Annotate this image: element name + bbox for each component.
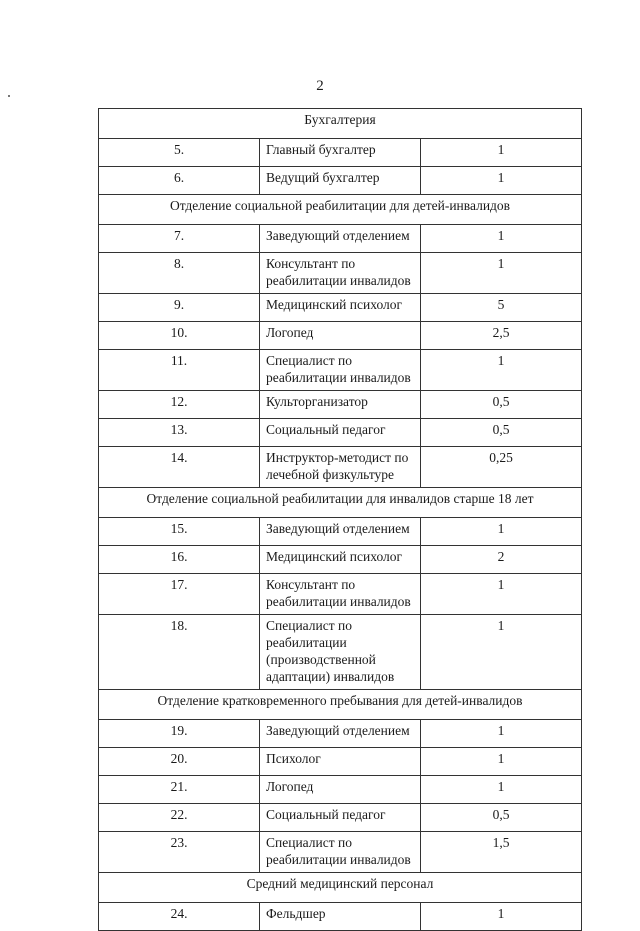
position-name: Специалист по реабилитации инвалидов: [260, 832, 421, 873]
staff-units: 1: [421, 903, 582, 931]
position-name: Заведующий отделением: [260, 225, 421, 253]
staff-units: 0,5: [421, 419, 582, 447]
row-number: 9.: [99, 294, 260, 322]
table-row: [99, 322, 582, 350]
staff-units: 1: [421, 720, 582, 748]
table-row: [99, 350, 582, 391]
staff-units: 2: [421, 546, 582, 574]
table-row: [99, 294, 582, 322]
scan-speck: [8, 95, 10, 97]
staff-units: 1: [421, 776, 582, 804]
table-row: [99, 574, 582, 615]
position-name: Социальный педагог: [260, 419, 421, 447]
row-number: 8.: [99, 253, 260, 294]
table-row: [99, 253, 582, 294]
position-name: Логопед: [260, 322, 421, 350]
section-title: Бухгалтерия: [99, 109, 582, 139]
section-title: Отделение социальной реабилитации для детей-инвалидов: [99, 195, 582, 225]
staff-units: 1: [421, 167, 582, 195]
table-row: [99, 225, 582, 253]
section-header-row: [99, 109, 582, 139]
section-title: Отделение кратковременного пребывания для детей-инвалидов: [99, 690, 582, 720]
staff-units: 1: [421, 615, 582, 690]
table-row: [99, 447, 582, 488]
staff-units: 0,5: [421, 391, 582, 419]
staff-units: 1: [421, 225, 582, 253]
position-name: Инструктор-методист по лечебной физкультуре: [260, 447, 421, 488]
position-name: Консультант по реабилитации инвалидов: [260, 253, 421, 294]
row-number: 5.: [99, 139, 260, 167]
position-name: Заведующий отделением: [260, 518, 421, 546]
table-row: [99, 615, 582, 690]
row-number: 13.: [99, 419, 260, 447]
row-number: 16.: [99, 546, 260, 574]
section-title: Средний медицинский персонал: [99, 873, 582, 903]
position-name: Медицинский психолог: [260, 546, 421, 574]
staff-units: 1: [421, 518, 582, 546]
position-name: Заведующий отделением: [260, 720, 421, 748]
section-header-row: [99, 873, 582, 903]
staff-units: 0,5: [421, 804, 582, 832]
row-number: 10.: [99, 322, 260, 350]
section-header-row: [99, 488, 582, 518]
staff-units: 1: [421, 748, 582, 776]
section-header-row: [99, 690, 582, 720]
position-name: Ведущий бухгалтер: [260, 167, 421, 195]
section-header-row: [99, 195, 582, 225]
staff-units: 1,5: [421, 832, 582, 873]
table-row: [99, 167, 582, 195]
table-row: [99, 391, 582, 419]
row-number: 22.: [99, 804, 260, 832]
position-name: Логопед: [260, 776, 421, 804]
row-number: 18.: [99, 615, 260, 690]
staff-table-body: [99, 109, 582, 931]
row-number: 21.: [99, 776, 260, 804]
table-row: [99, 419, 582, 447]
staff-units: 1: [421, 253, 582, 294]
position-name: Специалист по реабилитации (производственной адаптации) инвалидов: [260, 615, 421, 690]
row-number: 14.: [99, 447, 260, 488]
position-name: Специалист по реабилитации инвалидов: [260, 350, 421, 391]
section-title: Отделение социальной реабилитации для инвалидов старше 18 лет: [99, 488, 582, 518]
staff-units: 0,25: [421, 447, 582, 488]
table-row: [99, 546, 582, 574]
position-name: Медицинский психолог: [260, 294, 421, 322]
position-name: Культорганизатор: [260, 391, 421, 419]
row-number: 17.: [99, 574, 260, 615]
staff-units: 5: [421, 294, 582, 322]
table-row: [99, 720, 582, 748]
table-row: [99, 748, 582, 776]
table-row: [99, 832, 582, 873]
table-row: [99, 518, 582, 546]
row-number: 15.: [99, 518, 260, 546]
table-row: [99, 139, 582, 167]
staff-units: 1: [421, 350, 582, 391]
position-name: Главный бухгалтер: [260, 139, 421, 167]
position-name: Фельдшер: [260, 903, 421, 931]
row-number: 11.: [99, 350, 260, 391]
page-number: 2: [316, 78, 324, 94]
position-name: Психолог: [260, 748, 421, 776]
staff-units: 2,5: [421, 322, 582, 350]
staff-units: 1: [421, 139, 582, 167]
row-number: 24.: [99, 903, 260, 931]
position-name: Консультант по реабилитации инвалидов: [260, 574, 421, 615]
row-number: 6.: [99, 167, 260, 195]
position-name: Социальный педагог: [260, 804, 421, 832]
table-row: [99, 804, 582, 832]
row-number: 12.: [99, 391, 260, 419]
row-number: 19.: [99, 720, 260, 748]
staff-table: [98, 108, 582, 931]
staff-units: 1: [421, 574, 582, 615]
table-row: [99, 776, 582, 804]
row-number: 7.: [99, 225, 260, 253]
row-number: 23.: [99, 832, 260, 873]
row-number: 20.: [99, 748, 260, 776]
table-row: [99, 903, 582, 931]
